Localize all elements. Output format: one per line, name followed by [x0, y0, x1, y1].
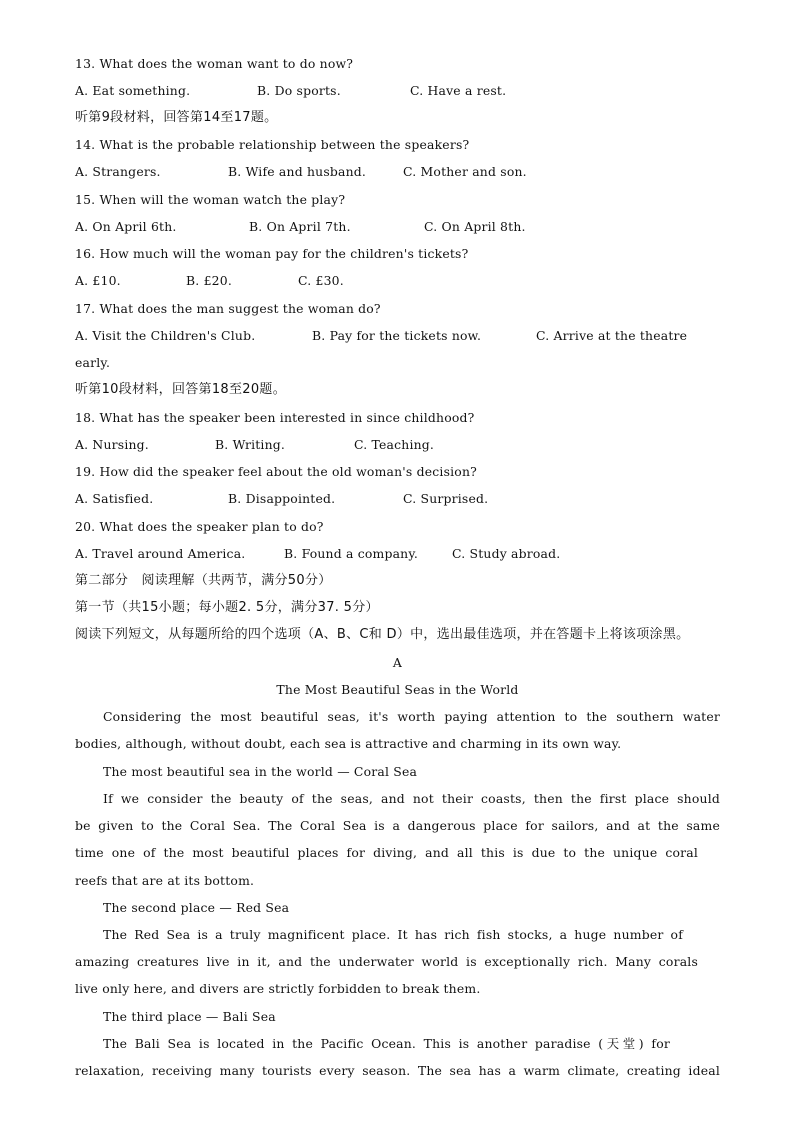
option-17-c-continued: early.: [75, 355, 111, 370]
passage-line: amazing creatures live in it, and the underwater world is exceptionally rich. Many corals: [75, 954, 698, 969]
option-18-b: B. Writing.: [215, 437, 286, 452]
passage-title: The Most Beautiful Seas in the World: [276, 682, 519, 697]
option-18-a: A. Nursing.: [75, 437, 149, 452]
option-15-a: A. On April 6th.: [75, 219, 177, 234]
option-17-c: C. Arrive at the theatre: [536, 328, 688, 343]
passage-line: relaxation, receiving many tourists every season. The sea has a warm climate, creating ideal: [75, 1063, 720, 1078]
question-16-stem: 16. How much will the woman pay for the children's tickets?: [75, 246, 469, 261]
question-17-stem: 17. What does the man suggest the woman do?: [75, 301, 381, 316]
option-14-b: B. Wife and husband.: [228, 164, 367, 179]
question-20-stem: 20. What does the speaker plan to do?: [75, 519, 324, 534]
option-13-c: C. Have a rest.: [410, 83, 507, 98]
option-13-b: B. Do sports.: [257, 83, 341, 98]
passage-line: bodies, although, without doubt, each sea is attractive and charming in its own way.: [75, 736, 622, 751]
passage-line: The Bali Sea is located in the Pacific Ocean. This is another paradise (天堂) for: [103, 1036, 670, 1051]
option-19-a: A. Satisfied.: [75, 491, 154, 506]
question-19-stem: 19. How did the speaker feel about the old woman's decision?: [75, 464, 477, 479]
section-10-instruction: 听第10段材料，回答第18至20题。: [75, 382, 287, 397]
option-16-b: B. £20.: [186, 273, 232, 288]
part-2-heading: 第二部分 阅读理解（共两节，满分50分）: [75, 573, 332, 588]
option-16-a: A. £10.: [75, 273, 121, 288]
passage-subheading: The second place — Red Sea: [103, 900, 290, 915]
passage-line: The Red Sea is a truly magnificent place. It has rich fish stocks, a huge number of: [103, 927, 683, 942]
passage-line: live only here, and divers are strictly forbidden to break them.: [75, 981, 481, 996]
option-14-a: A. Strangers.: [75, 164, 161, 179]
question-15-stem: 15. When will the woman watch the play?: [75, 192, 346, 207]
question-14-stem: 14. What is the probable relationship between the speakers?: [75, 137, 470, 152]
passage-subheading: The most beautiful sea in the world — Coral Sea: [103, 764, 418, 779]
passage-line: If we consider the beauty of the seas, and not their coasts, then the first place should: [103, 791, 720, 806]
option-15-b: B. On April 7th.: [249, 219, 351, 234]
option-13-a: A. Eat something.: [75, 83, 191, 98]
option-14-c: C. Mother and son.: [403, 164, 527, 179]
passage-line: reefs that are at its bottom.: [75, 873, 255, 888]
question-18-stem: 18. What has the speaker been interested in since childhood?: [75, 410, 475, 425]
option-16-c: C. £30.: [298, 273, 344, 288]
option-20-b: B. Found a company.: [284, 546, 419, 561]
option-17-b: B. Pay for the tickets now.: [312, 328, 482, 343]
part-2-instruction: 阅读下列短文，从每题所给的四个选项（A、B、C和 D）中，选出最佳选项，并在答题卡上将该项涂黑。: [75, 627, 690, 642]
passage-subheading: The third place — Bali Sea: [103, 1009, 276, 1024]
option-20-c: C. Study abroad.: [452, 546, 561, 561]
passage-line: be given to the Coral Sea. The Coral Sea is a dangerous place for sailors, and at the same: [75, 818, 720, 833]
passage-line: Considering the most beautiful seas, it's worth paying attention to the southern water: [103, 709, 720, 724]
option-17-a: A. Visit the Children's Club.: [75, 328, 256, 343]
option-19-c: C. Surprised.: [403, 491, 489, 506]
passage-letter: A: [392, 655, 403, 670]
option-15-c: C. On April 8th.: [424, 219, 526, 234]
option-20-a: A. Travel around America.: [75, 546, 246, 561]
option-18-c: C. Teaching.: [354, 437, 435, 452]
part-2-section-1-heading: 第一节（共15小题；每小题2. 5分，满分37. 5分）: [75, 600, 379, 615]
option-19-b: B. Disappointed.: [228, 491, 336, 506]
question-13-stem: 13. What does the woman want to do now?: [75, 56, 354, 71]
section-9-instruction: 听第9段材料，回答第14至17题。: [75, 110, 278, 125]
passage-line: time one of the most beautiful places for diving, and all this is due to the unique coral: [75, 845, 698, 860]
